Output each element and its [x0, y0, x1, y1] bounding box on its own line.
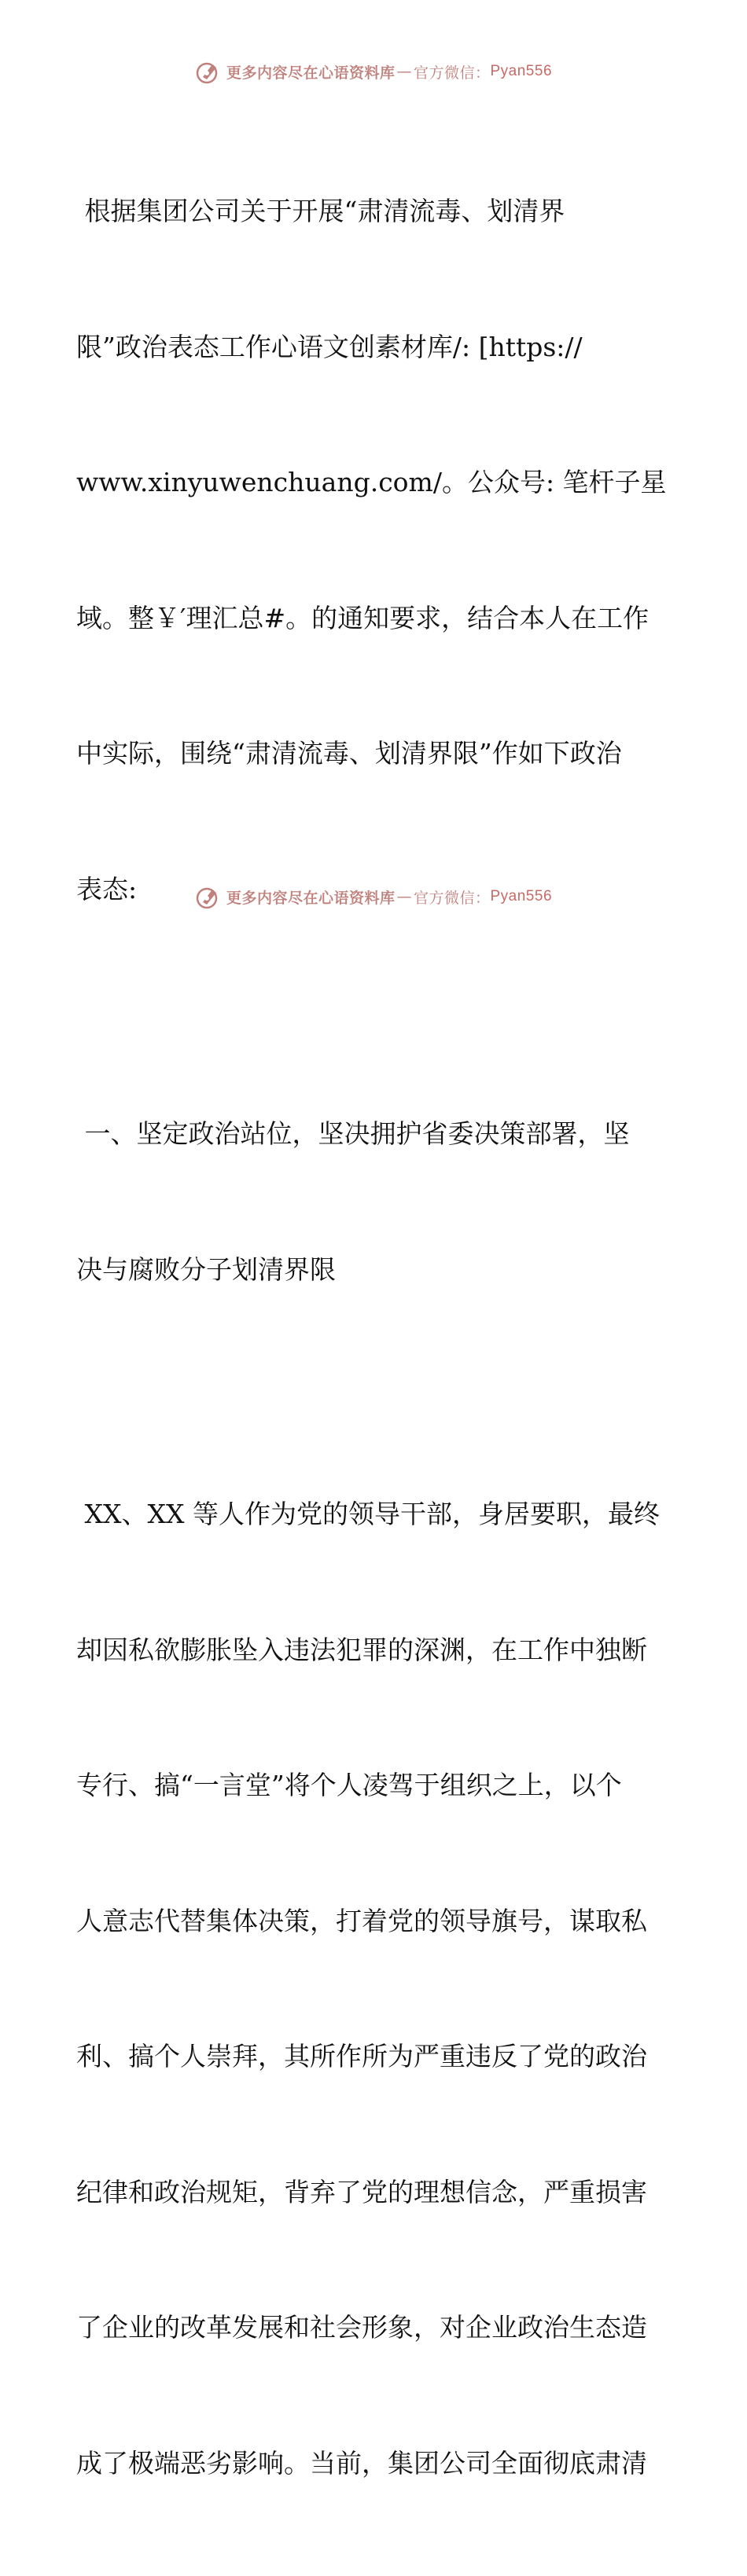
text-line: 纪律和政治规矩，背弃了党的理想信念，严重损害	[76, 2176, 647, 2207]
watermark-separator: —	[396, 888, 412, 905]
heading-line: 决与腐败分子划清界限	[76, 1253, 336, 1285]
pen-nib-logo-icon	[195, 883, 222, 910]
intro-paragraph	[76, 98, 674, 1002]
heading-line: 一、坚定政治站位，坚决拥护省委决策部署，坚	[76, 1118, 630, 1149]
watermark-text: 更多内容尽在心语资料库	[226, 889, 396, 907]
text-line: 利、搞个人崇拜，其所作所为严重违反了党的政治	[76, 2041, 647, 2071]
text-line: 中实际，围绕“肃清流毒、划清界限”作如下政治	[76, 738, 622, 769]
text-line: 了企业的改革发展和社会形象，对企业政治生态造	[76, 2312, 647, 2343]
watermark-wechat-id: Pyan556	[490, 888, 553, 905]
header-watermark	[0, 58, 747, 85]
document-body	[76, 98, 674, 2576]
watermark-wechat-id: Pyan556	[490, 63, 553, 79]
text-line: www.xinyuwenchuang.com/。公众号: 笔杆子星	[76, 467, 667, 497]
text-line: 限”政治表态工作心语文创素材库/: [https://	[76, 331, 583, 362]
text-line: 域。整￥′理汇总#。的通知要求，结合本人在工作	[76, 602, 649, 633]
watermark-wechat-label: 官方微信：	[413, 889, 491, 907]
text-line: 专行、搞“一言堂”将个人凌驾于组织之上，以个	[76, 1770, 622, 1800]
footer-watermark	[0, 883, 747, 910]
pen-nib-logo-icon	[195, 58, 222, 85]
section-heading	[76, 1021, 674, 1382]
body-paragraph	[76, 1401, 674, 2576]
text-line: 根据集团公司关于开展“肃清流毒、划清界	[76, 196, 565, 226]
watermark-text: 更多内容尽在心语资料库	[226, 64, 396, 82]
text-line: 人意志代替集体决策，打着党的领导旗号，谋取私	[76, 1905, 647, 1936]
watermark-separator: —	[396, 63, 412, 80]
text-line: 表态:	[76, 873, 138, 905]
watermark-wechat-label: 官方微信：	[413, 64, 491, 82]
text-line: XX、XX 等人作为党的领导干部，身居要职，最终	[76, 1499, 660, 1529]
text-line: 却因私欲膨胀坠入违法犯罪的深渊，在工作中独断	[76, 1634, 647, 1665]
text-line: 成了极端恶劣影响。当前，集团公司全面彻底肃清	[76, 2447, 647, 2479]
